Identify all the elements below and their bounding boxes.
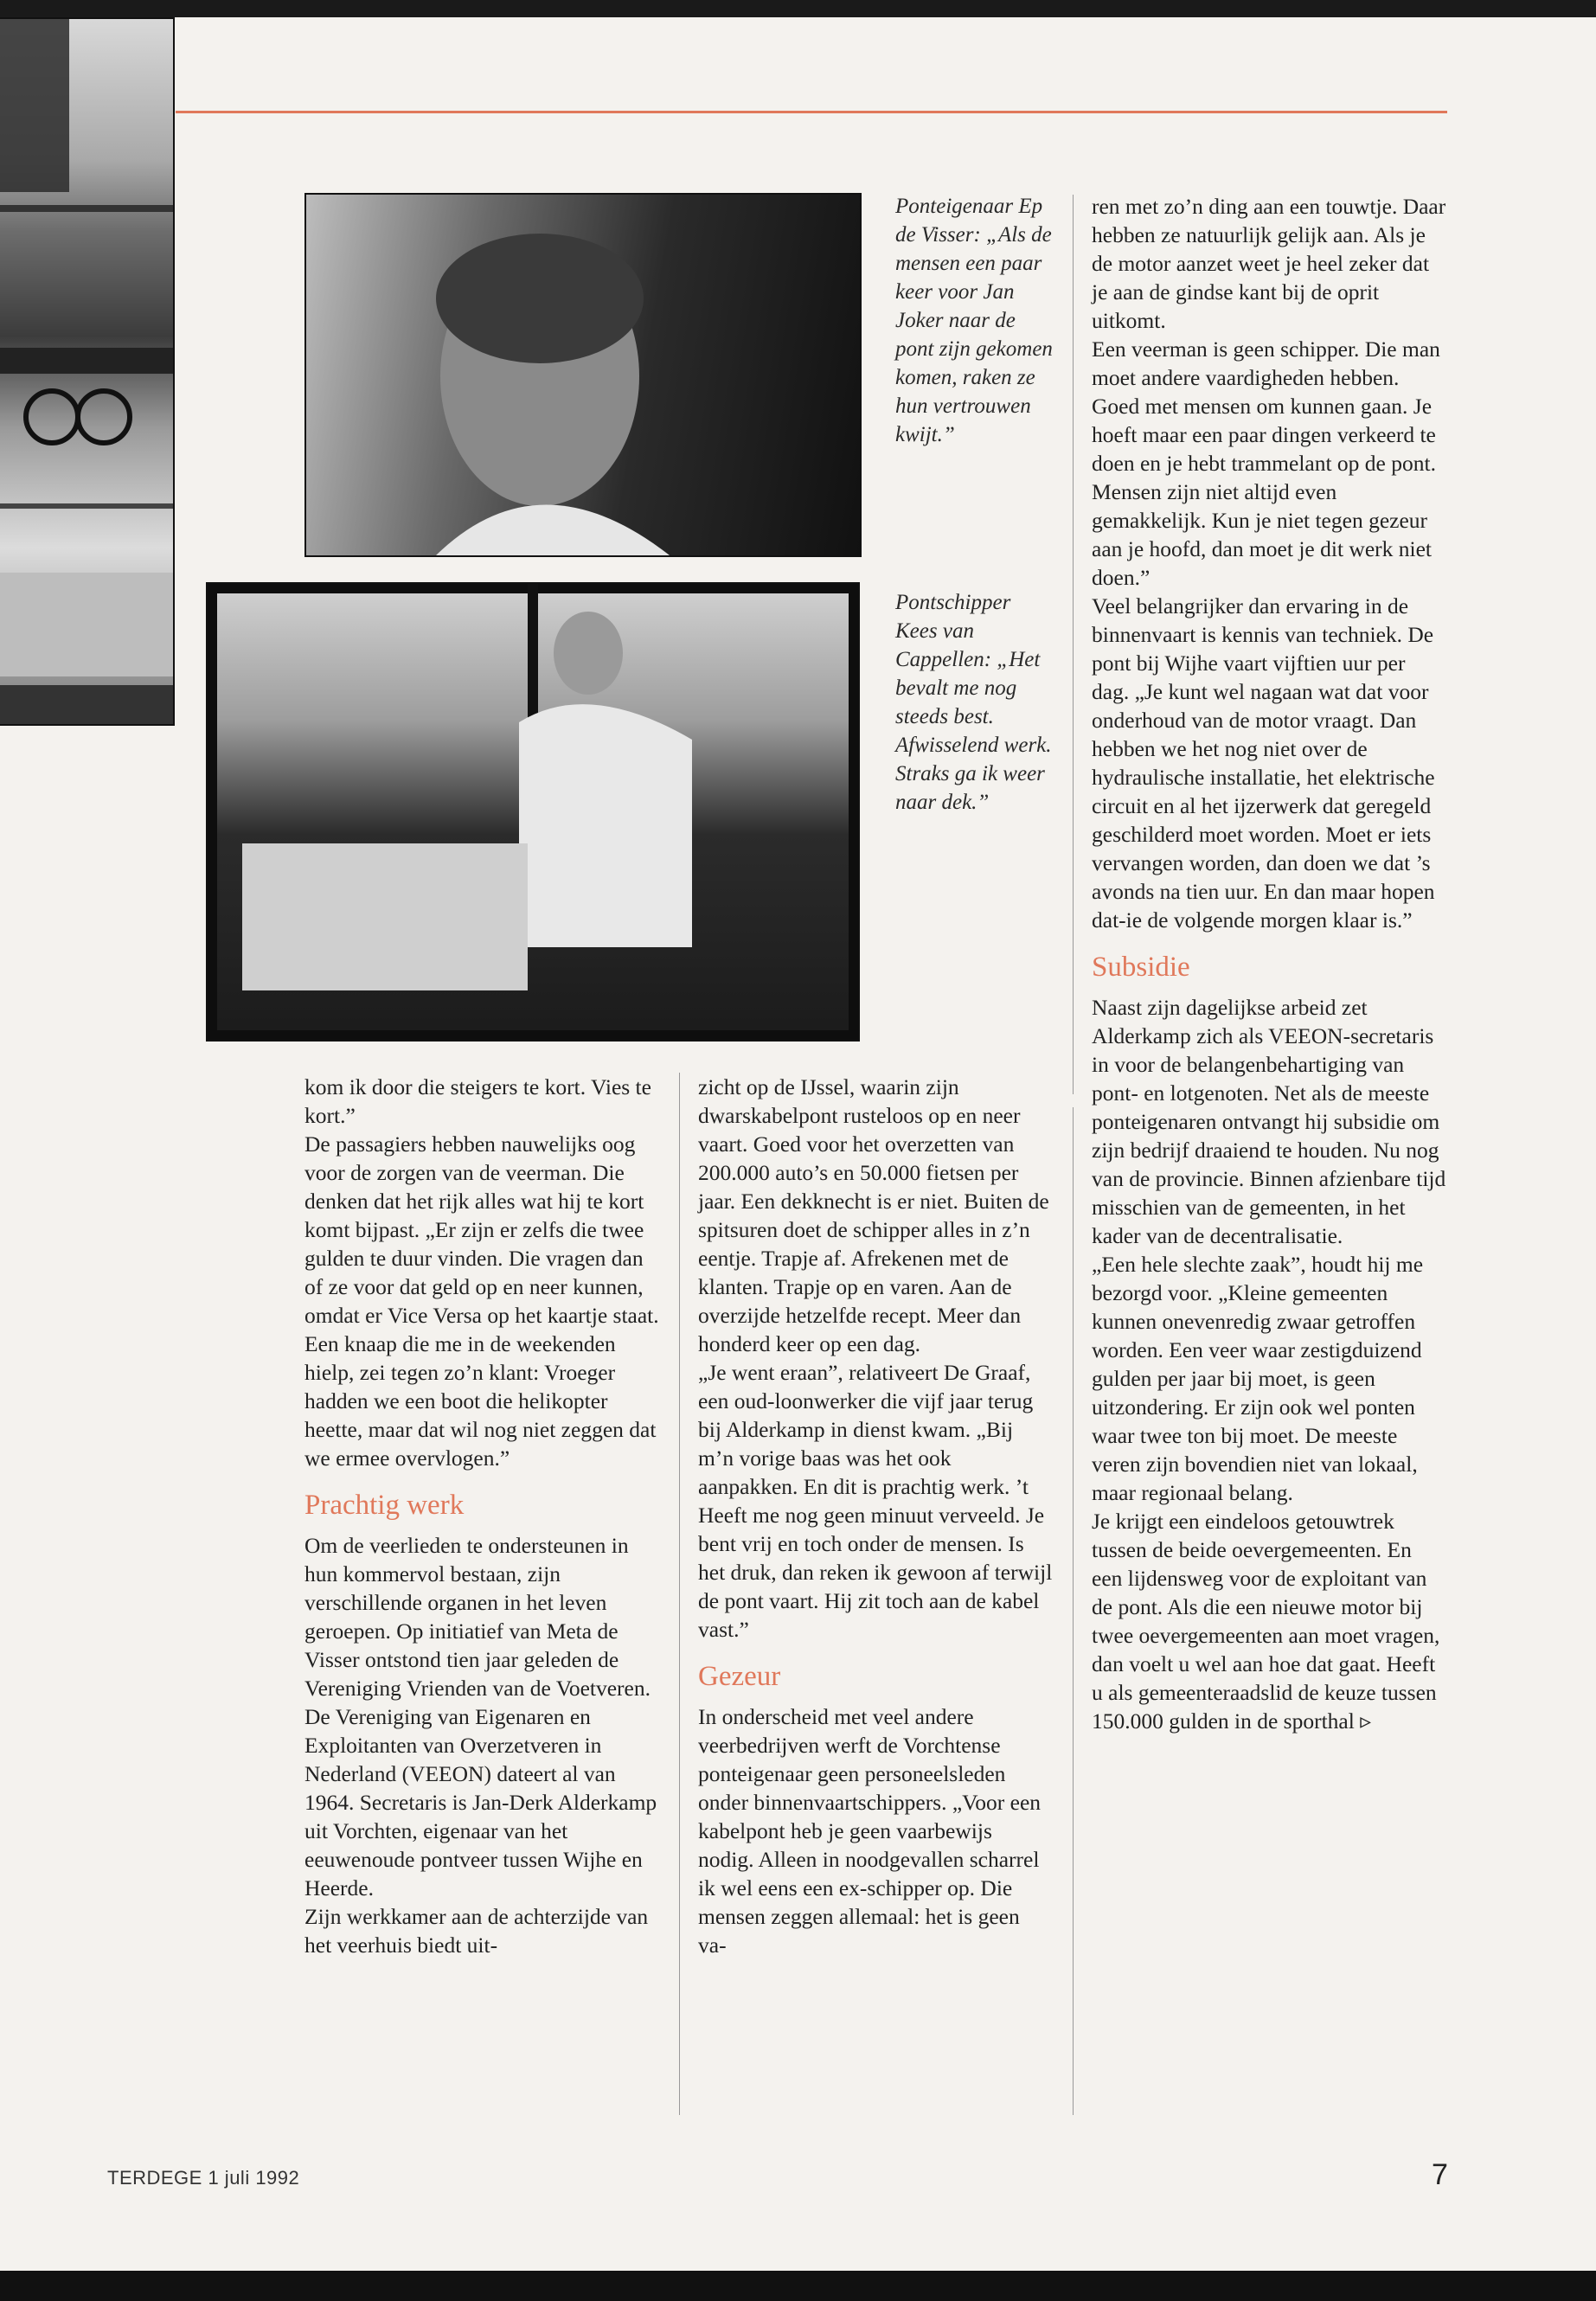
paragraph: De passagiers hebben nauwelijks oog voor de zorgen van de veerman. Die denken dat het rijk alles wat hij te kort komt bijpast. „Er zijn er zelfs die twee gulden te duur vinden. Die vragen dan of ze voor dat geld op en neer kunnen, omdat er Vice Versa op het kaartje staat. Een knaap die me in de weekenden hielp, zei tegen zo’n klant: Vroeger hadden we een boot die helikopter heette, maar dat wil nog niet zeggen dat we ermee overvlogen.” [304,1131,659,1471]
page-number: 7 [1432,2158,1448,2191]
article-column-middle [698,1073,1053,1959]
caption-kees-van-cappellen: Pontschipper Kees van Cappellen: „Het bevalt me nog steeds best. Afwisselend werk. Straks ga ik weer naar dek.” [895,591,1052,814]
wheelhouse-photo-kees-van-cappellen [206,582,860,1042]
paragraph: Veel belangrijker dan ervaring in de binnenvaart is kennis van techniek. De pont bij Wijhe vaart vijftien uur per dag. „Je kunt wel nagaan wat dat voor onderhoud van de motor vraagt. Dan hebben we het nog niet over de hydraulische installatie, het elektrische circuit en al het ijzerwerk dat geregeld geschilderd moet worden. Moet er iets vervangen worden, dan doen we dat ’s avonds na tien uur. En dan maar hopen dat-ie de volgende morgen klaar is.” [1092,593,1435,933]
column-rule-mid [679,1073,680,2115]
paragraph: „Een hele slechte zaak”, houdt hij me bezorgd voor. „Kleine gemeenten kunnen onevenredig zwaar getroffen worden. Een veer waar zestigduizend gulden per jaar bij moet, is geen uitzondering. Er zijn ook wel ponten waar twee ton bij moet. De meeste veren zijn bovendien niet van lokaal, maar regionaal belang. [1092,1252,1424,1505]
paragraph: Een veerman is geen schipper. Die man moet andere vaardigheden hebben. Goed met mensen om kunnen gaan. Je hoeft maar een paar dingen verkeerd te doen en je hebt trammelant op de pont. Mensen zijn niet altijd even gemakkelijk. Kun je niet tegen gezeur aan je hoofd, dan moet je dit werk niet doen.” [1092,336,1440,590]
column-rule-lower [1073,1107,1074,2115]
column-rule-top [1073,195,1074,1094]
paragraph: Je krijgt een eindeloos getouwtrek tussen de beide oevergemeenten. En een lijdensweg voor de exploitant van de pont. Als die een nieuwe motor bij twee oevergemeenten aan moet vragen, dan voelt u wel aan hoe dat gaat. Heeft u als gemeenteraadslid de keuze tussen 150.000 gulden in de sporthal ▹ [1092,1509,1440,1734]
header-orange-rule [176,111,1447,113]
paragraph: In onderscheid met veel andere veerbedrijven werft de Vorchtense ponteigenaar geen personeelsleden onder binnenvaartschippers. „Voor een kabelpont heb je geen vaarbewijs nodig. Alleen in noodgevallen scharrel ik wel eens een ex-schipper op. Die mensen zeggen allemaal: het is geen va- [698,1704,1042,1958]
footer-publication: TERDEGE 1 juli 1992 [107,2167,300,2189]
paragraph: „Je went eraan”, relativeert De Graaf, een oud-loonwerker die vijf jaar terug bij Alderkamp in dienst kwam. „Bij m’n vorige baas was het ook aanpakken. En dit is prachtig werk. ’t Heeft me nog geen minuut verveeld. Je bent vrij en toch onder de mensen. Is het druk, dan reken ik gewoon af terwijl de pont vaart. Hij zit toch aan de kabel vast.” [698,1360,1053,1642]
bottom-scan-border [0,2271,1596,2301]
subheading-gezeur: Gezeur [698,1661,781,1692]
river-photo-cropped [0,17,175,726]
paragraph: zicht op de IJssel, waarin zijn dwarskabelpont rusteloos op en neer vaart. Goed voor het overzetten van 200.000 auto’s en 50.000 fietsen per jaar. Een dekknecht is er niet. Buiten de spitsuren doet de schipper alles in z’n eentje. Trapje af. Afrekenen met de klanten. Trapje op en varen. Aan de overzijde hetzelfde recept. Meer dan honderd keer op een dag. [698,1074,1049,1356]
article-column-right [1092,192,1446,1735]
paragraph: Om de veerlieden te ondersteunen in hun kommervol bestaan, zijn verschillende organen in het leven geroepen. Op initiatief van Meta de Visser ontstond tien jaar geleden de Vereniging Vrienden van de Voetveren. De Vereniging van Eigenaren en Exploitanten van Overzetveren in Nederland (VEEON) dateert al van 1964. Secretaris is Jan-Derk Alderkamp uit Vorchten, eigenaar van het eeuwenoude pontveer tussen Wijhe en Heerde. [304,1533,657,1900]
portrait-photo-ep-de-visser [304,193,862,557]
paragraph: kom ik door die steigers te kort. Vies te kort.” [304,1074,651,1128]
paragraph: ren met zo’n ding aan een touwtje. Daar hebben ze natuurlijk gelijk aan. Als je de motor aanzet weet je heel zeker dat je aan de gindse kant bij de oprit uitkomt. [1092,194,1446,333]
subheading-prachtig-werk: Prachtig werk [304,1490,465,1521]
caption-ep-de-visser: Ponteigenaar Ep de Visser: „Als de mensen een paar keer voor Jan Joker naar de pont zijn gekomen komen, raken ze hun vertrouwen kwijt.” [895,195,1053,446]
paragraph: Naast zijn dagelijkse arbeid zet Alderkamp zich als VEEON-secretaris in voor de belangenbehartiging van pont- en lotgenoten. Net als de meeste ponteigenaren ontvangt hij subsidie om zijn bedrijf draaiend te houden. Nu nog van de provincie. Binnen afzienbare tijd misschien van de gemeenten, in het kader van de decentralisatie. [1092,995,1446,1248]
article-column-left [304,1073,659,1959]
paragraph: Zijn werkkamer aan de achterzijde van het veerhuis biedt uit- [304,1904,649,1958]
top-scan-border [0,0,1596,17]
subheading-subsidie: Subsidie [1092,952,1190,983]
